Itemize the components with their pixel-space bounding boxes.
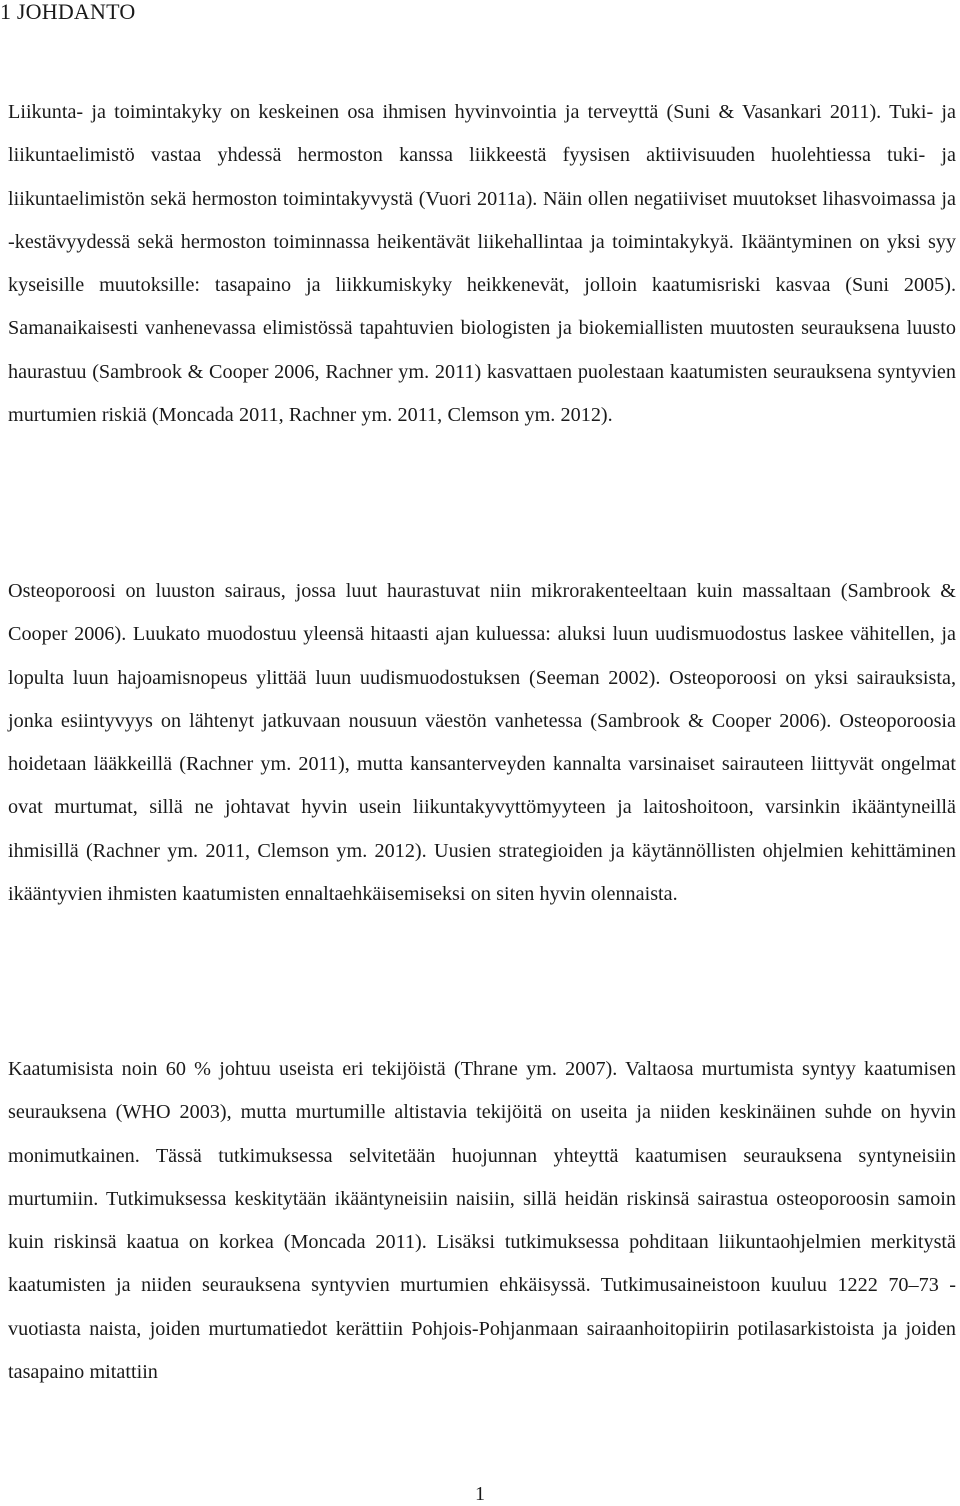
page-number: 1 (475, 1483, 485, 1505)
body-paragraph: Kaatumisista noin 60 % johtuu useista eri tekijöistä (Thrane ym. 2007). Valtaosa murtumista syntyy kaatumisen seurauksena (WHO 2003), mutta murtumille altistavia tekijöitä on useita ja niiden keskinäinen suhde on hyvin monimutkainen. Tässä tutkimuksessa selvitetään huojunnan yhteyttä kaatumisen seurauksena syntyneisiin murtumiin. Tutkimuksessa keskitytään ikääntyneisiin naisiin, sillä heidän riskinsä sairastua osteoporoosin samoin kuin riskinsä kaatua on korkea (Moncada 2011). Lisäksi tutkimuksessa pohditaan liikuntaohjelmien merkitystä kaatumisten ja niiden seurauksena syntyvien murtumien ehkäisyssä. Tutkimusaineistoon kuuluu 1222 70–73 -vuotiasta naista, joiden murtumatiedot kerättiin Pohjois-Pohjanmaan sairaanhoitopiirin potilasarkistoista ja joiden tasapaino mitattiin (8, 1058, 956, 1384)
chapter-heading: 1 JOHDANTO (0, 0, 136, 24)
body-paragraph: Osteoporoosi on luuston sairaus, jossa luut haurastuvat niin mikrorakenteeltaan kuin massaltaan (Sambrook & Cooper 2006). Luukato muodostuu yleensä hitaasti ajan kuluessa: aluksi luun uudismuodostus laskee vähitellen, ja lopulta luun hajoamisnopeus ylittää luun uudismuodostuksen (Seeman 2002). Osteoporoosi on yksi sairauksista, jonka esiintyvyys on lähtenyt jatkuvaan nousuun väestön vanhetessa (Sambrook & Cooper 2006). Osteoporoosia hoidetaan lääkkeillä (Rachner ym. 2011), mutta kansanterveyden kannalta varsinaiset sairauteen liittyvät ongelmat ovat murtumat, sillä ne johtavat hyvin usein liikuntakyvyttömyyteen ja laitoshoitoon, varsinkin ikääntyneillä ihmisillä (Rachner ym. 2011, Clemson ym. 2012). Uusien strategioiden ja käytännöllisten ohjelmien kehittäminen ikääntyvien ihmisten kaatumisten ennaltaehkäisemiseksi on siten hyvin olennaista. (8, 580, 956, 906)
body-paragraph: Liikunta- ja toimintakyky on keskeinen osa ihmisen hyvinvointia ja terveyttä (Suni & Vasankari 2011). Tuki- ja liikuntaelimistö vastaa yhdessä hermoston kanssa liikkeestä fyysisen aktiivisuuden huolehtiessa tuki- ja liikuntaelimistön sekä hermoston toimintakyvystä (Vuori 2011a). Näin ollen negatiiviset muutokset lihasvoimassa ja -kestävyydessä sekä hermoston toiminnassa heikentävät liikehallintaa ja toimintakykyä. Ikääntyminen on yksi syy kyseisille muutoksille: tasapaino ja liikkumiskyky heikkenevät, jolloin kaatumisriski kasvaa (Suni 2005). Samanaikaisesti vanhenevassa elimistössä tapahtuvien biologisten ja biokemiallisten muutosten seurauksena luusto haurastuu (Sambrook & Cooper 2006, Rachner ym. 2011) kasvattaen puolestaan kaatumisten seurauksena syntyvien murtumien riskiä (Moncada 2011, Rachner ym. 2011, Clemson ym. 2012). (8, 101, 956, 427)
